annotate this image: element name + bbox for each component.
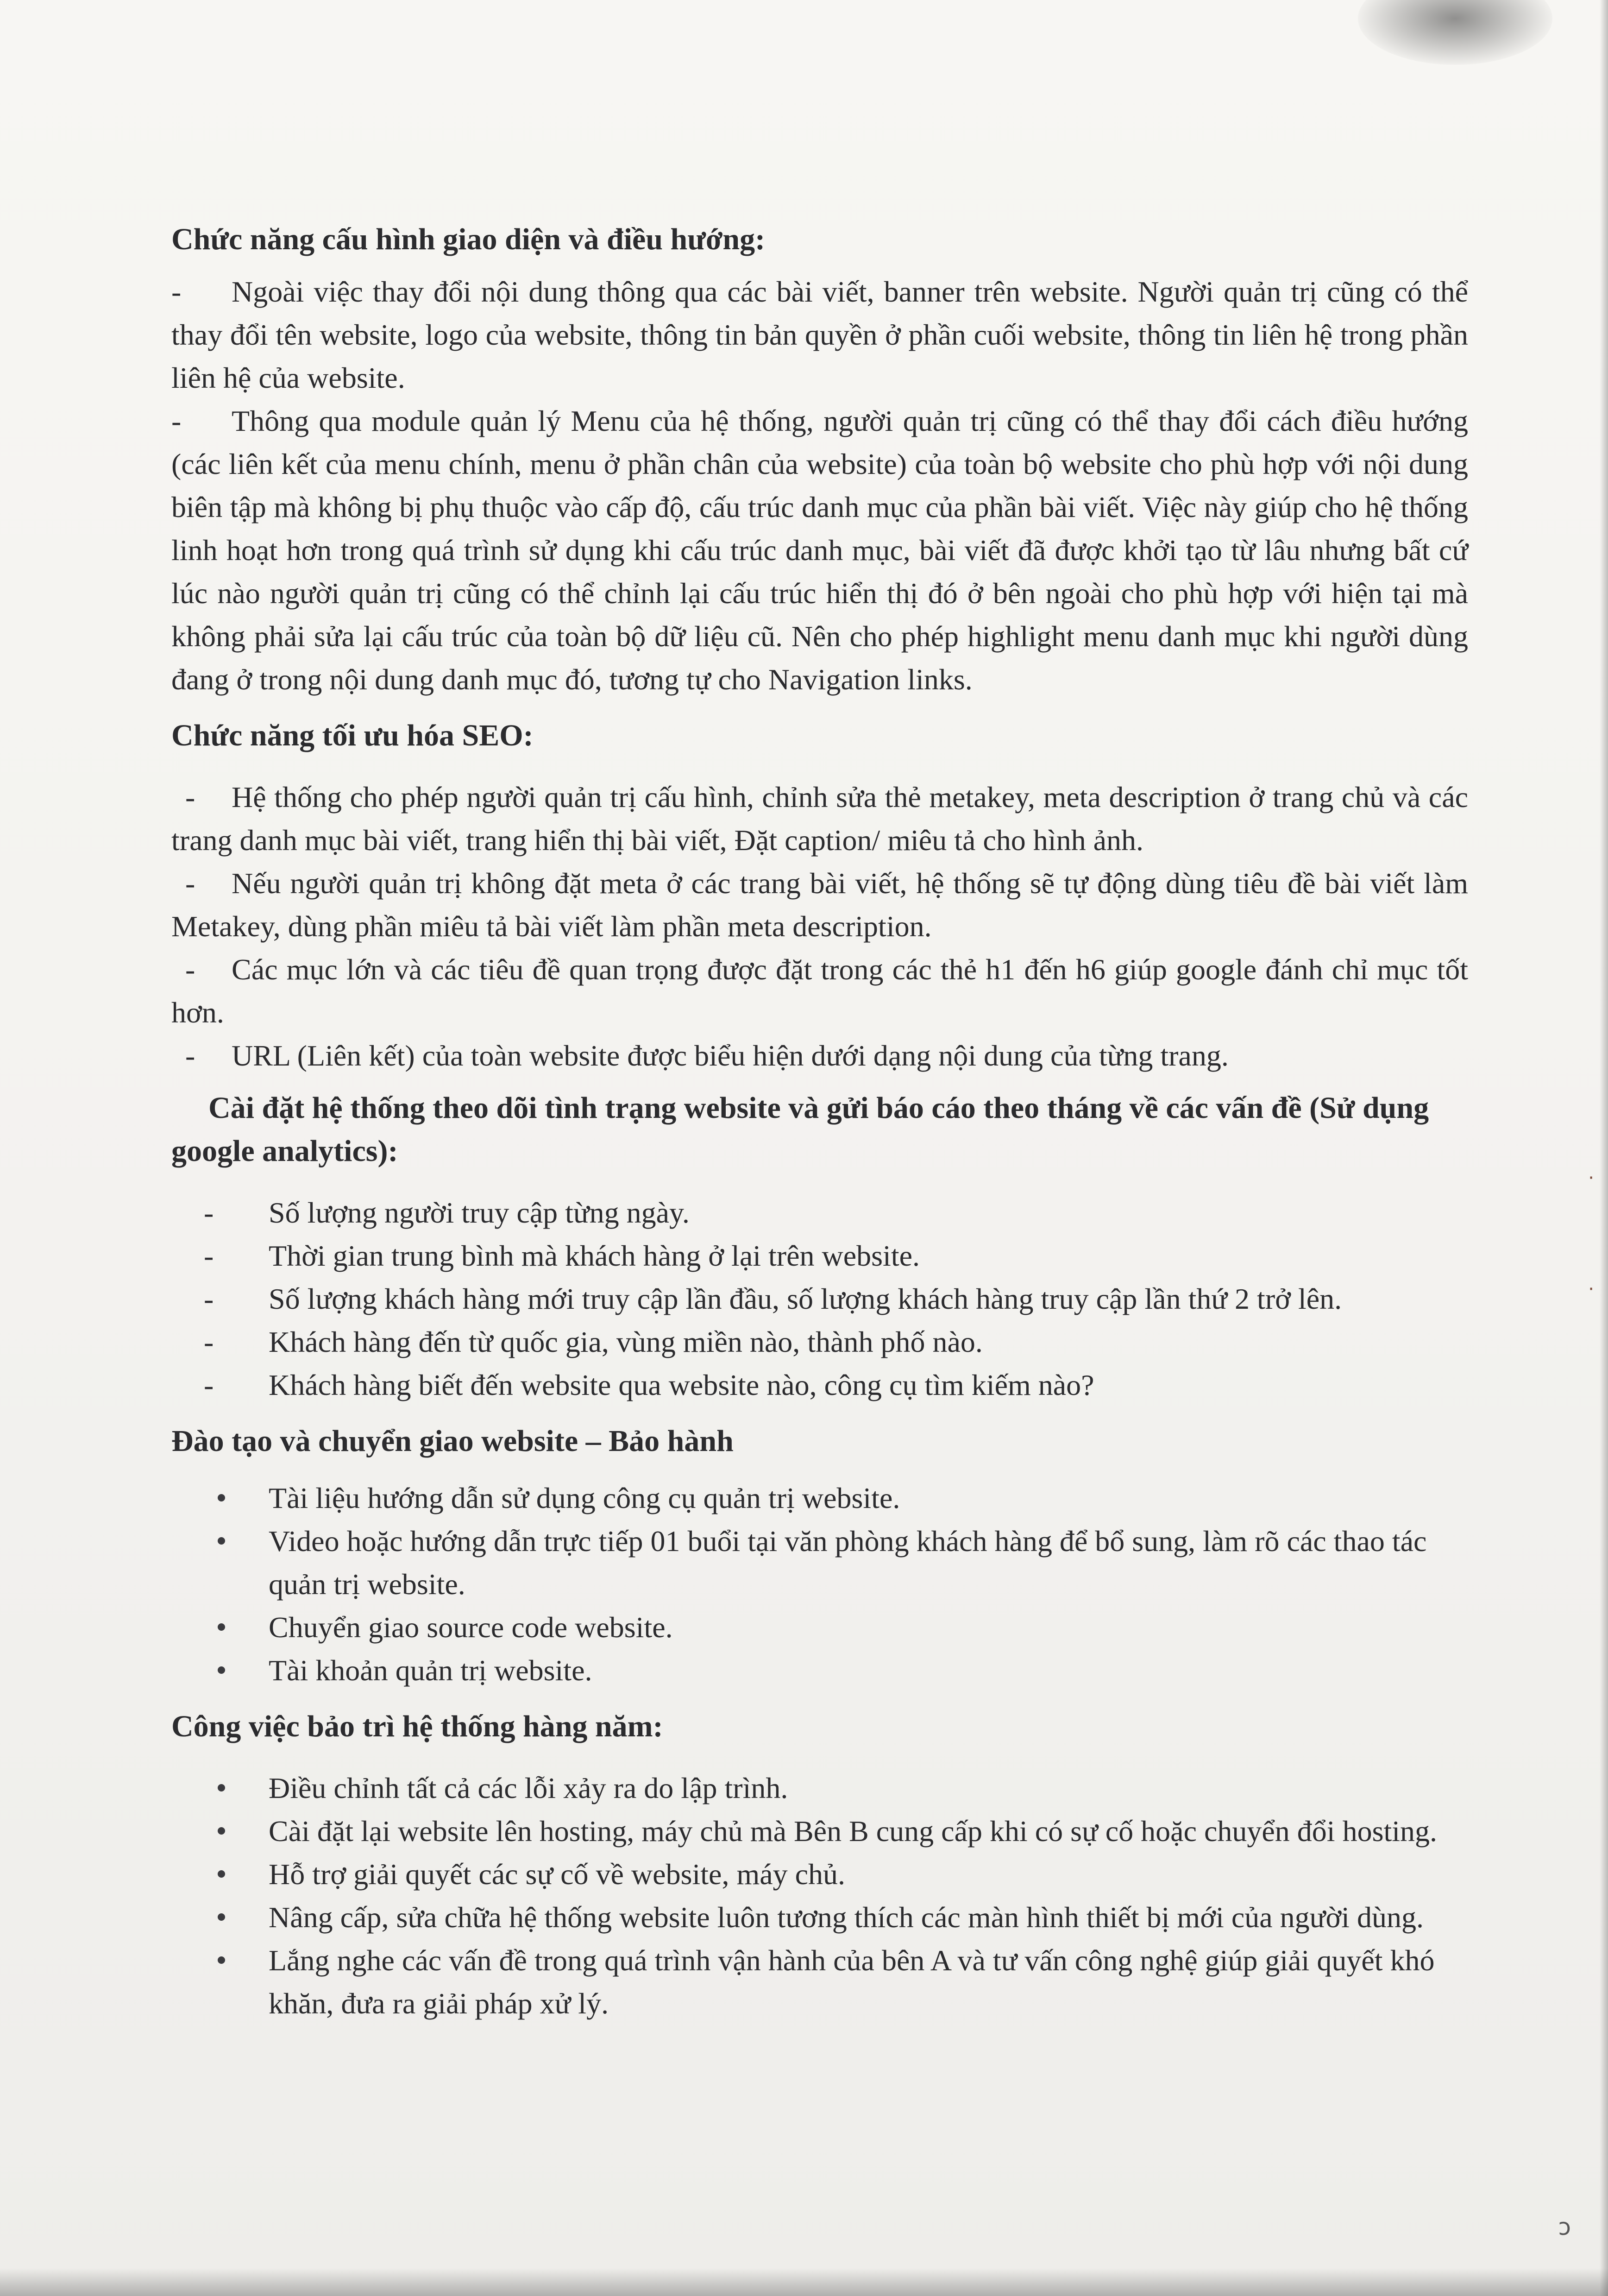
list-item [171, 1939, 1468, 2025]
paragraph-text: Thông qua module quản lý Menu của hệ thống, người quản trị cũng có thể thay đổi cách điều hướng (các liên kết của menu chính, menu ở phần chân của website) của toàn bộ website cho phù hợp với nội dung biên tập mà không bị phụ thuộc vào cấp độ, cấu trúc danh mục của phần bài viết. Việc này giúp cho hệ thống linh hoạt hơn trong quá trình sử dụng khi cấu trúc danh mục, bài viết đã được khởi tạo từ lâu nhưng bất cứ lúc nào người quản trị cũng có thể chỉnh lại cấu trúc hiển thị đó ở bên ngoài cho phù hợp với hiện tại mà không phải sửa lại cấu trúc của toàn bộ dữ liệu cũ. Nên cho phép highlight menu danh mục khi người dùng đang ở trong nội dung danh mục đó, tương tự cho Navigation links. [171, 404, 1468, 696]
bullet-dot-icon [218, 1494, 225, 1501]
corner-mark: ↄ [1558, 2214, 1571, 2240]
paragraph-item [171, 948, 1468, 1034]
dash-marker: - [171, 275, 182, 308]
bullet-dot-icon [218, 1827, 225, 1835]
list-item-text: Cài đặt lại website lên hosting, máy chủ mà Bên B cung cấp khi có sự cố hoặc chuyển đổi hosting. [269, 1815, 1438, 1848]
list-item [171, 1766, 1468, 1810]
list-item-text: Nâng cấp, sửa chữa hệ thống website luôn tương thích các màn hình thiết bị mới của người dùng. [269, 1901, 1424, 1934]
bullet-dot-icon [218, 1870, 225, 1878]
list-item [171, 1277, 1468, 1320]
list-item [171, 1234, 1468, 1277]
page-edge-right [1600, 0, 1608, 2296]
bullet-dot-icon [218, 1666, 225, 1674]
dash-marker: - [185, 953, 195, 986]
dash-marker: - [204, 1196, 214, 1229]
section-heading: Chức năng tối ưu hóa SEO: [171, 719, 534, 752]
list-item [171, 1896, 1468, 1939]
dash-marker: - [204, 1282, 214, 1315]
margin-mark: · [1588, 1167, 1594, 1189]
list-item [171, 1606, 1468, 1649]
bullet-dot-icon [218, 1956, 225, 1964]
paragraph-item [171, 399, 1468, 701]
dash-marker: - [204, 1369, 214, 1401]
dash-marker: - [171, 404, 182, 437]
list-item-text: Điều chỉnh tất cả các lỗi xảy ra do lập trình. [269, 1772, 788, 1804]
paragraph-text: URL (Liên kết) của toàn website được biểu hiện dưới dạng nội dung của từng trang. [232, 1039, 1229, 1072]
finger-shadow [1358, 0, 1552, 65]
document-body [171, 218, 1468, 2025]
bullet-dot-icon [218, 1537, 225, 1545]
list-item-text: Tài khoản quản trị website. [269, 1654, 592, 1687]
list-item-text: Tài liệu hướng dẫn sử dụng công cụ quản trị website. [269, 1482, 900, 1514]
section-heading: Đào tạo và chuyển giao website – Bảo hành [171, 1424, 734, 1458]
list-item [171, 1476, 1468, 1520]
dash-marker: - [204, 1239, 214, 1272]
list-item-text: Số lượng khách hàng mới truy cập lần đầu, số lượng khách hàng truy cập lần thứ 2 trở lên. [269, 1282, 1342, 1315]
list-item [171, 1810, 1468, 1853]
dash-marker: - [185, 867, 195, 900]
section-maintenance [171, 1705, 1468, 2025]
dash-marker: - [185, 1039, 195, 1072]
section-interface-config [171, 218, 1468, 701]
paragraph-text: Các mục lớn và các tiêu đề quan trọng được đặt trong các thẻ h1 đến h6 giúp google đánh chỉ mục tốt hơn. [171, 953, 1468, 1029]
bullet-dot-icon [218, 1623, 225, 1631]
dash-marker: - [185, 781, 195, 814]
bullet-dot-icon [218, 1913, 225, 1921]
section-analytics [171, 1086, 1468, 1407]
list-item [171, 1853, 1468, 1896]
section-heading: Chức năng cấu hình giao diện và điều hướng: [171, 222, 766, 256]
list-item-text: Hỗ trợ giải quyết các sự cố về website, máy chủ. [269, 1858, 846, 1891]
list-item-text: Chuyển giao source code website. [269, 1611, 673, 1644]
page-edge-bottom [0, 2268, 1608, 2296]
paragraph-item [171, 270, 1468, 399]
paragraph-item [171, 862, 1468, 948]
dash-marker: - [204, 1325, 214, 1358]
paragraph-item [171, 776, 1468, 862]
paragraph-text: Hệ thống cho phép người quản trị cấu hình, chỉnh sửa thẻ metakey, meta description ở trang chủ và các trang danh mục bài viết, trang hiển thị bài viết, Đặt caption/ miêu tả cho hình ảnh. [171, 781, 1468, 857]
list-item [171, 1191, 1468, 1234]
list-item-text: Số lượng người truy cập từng ngày. [269, 1196, 690, 1229]
paragraph-item [171, 1034, 1468, 1077]
margin-mark: · [1588, 1279, 1594, 1300]
list-item-text: Video hoặc hướng dẫn trực tiếp 01 buổi tại văn phòng khách hàng để bổ sung, làm rõ các thao tác quản trị website. [269, 1525, 1427, 1601]
section-heading: Công việc bảo trì hệ thống hàng năm: [171, 1709, 663, 1743]
section-training [171, 1419, 1468, 1692]
list-item [171, 1363, 1468, 1407]
list-item-text: Thời gian trung bình mà khách hàng ở lại trên website. [269, 1239, 920, 1272]
bullet-dot-icon [218, 1784, 225, 1791]
paragraph-text: Nếu người quản trị không đặt meta ở các trang bài viết, hệ thống sẽ tự động dùng tiêu đề bài viết làm Metakey, dùng phần miêu tả bài viết làm phần meta description. [171, 867, 1468, 943]
list-item-text: Lắng nghe các vấn đề trong quá trình vận hành của bên A và tư vấn công nghệ giúp giải quyết khó khăn, đưa ra giải pháp xử lý. [269, 1944, 1435, 2020]
section-seo [171, 714, 1468, 1077]
list-item-text: Khách hàng biết đến website qua website nào, công cụ tìm kiếm nào? [269, 1369, 1094, 1401]
list-item [171, 1649, 1468, 1692]
list-item [171, 1320, 1468, 1363]
list-item-text: Khách hàng đến từ quốc gia, vùng miền nào, thành phố nào. [269, 1325, 983, 1358]
paragraph-text: Ngoài việc thay đổi nội dung thông qua các bài viết, banner trên website. Người quản trị cũng có thể thay đổi tên website, logo của website, thông tin bản quyền ở phần cuối website, thông tin liên hệ trong phần liên hệ của website. [171, 275, 1468, 394]
section-heading: Cài đặt hệ thống theo dõi tình trạng website và gửi báo cáo theo tháng về các vấn đề (Sử dụng google analytics): [171, 1091, 1429, 1168]
list-item [171, 1520, 1468, 1606]
